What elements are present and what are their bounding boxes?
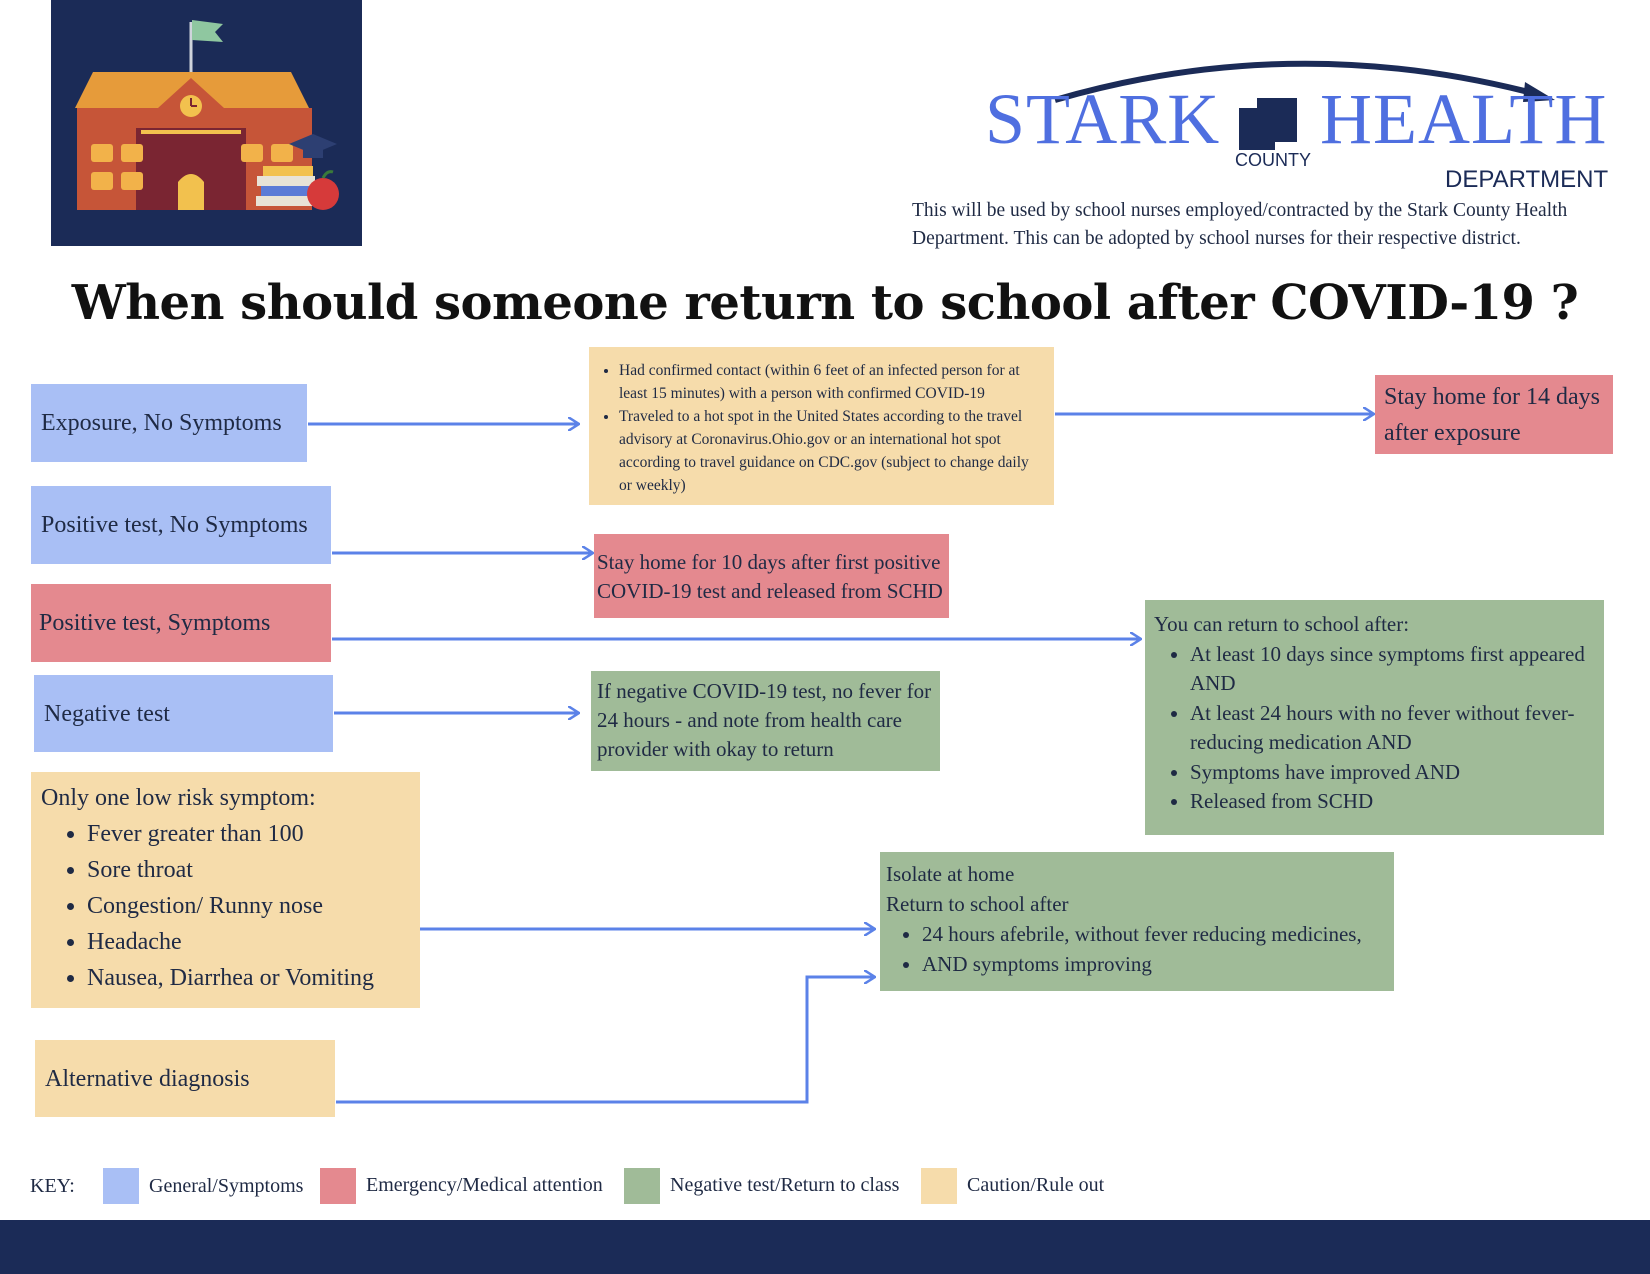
key-swatch-negative	[624, 1168, 660, 1204]
node-alternative-diagnosis: Alternative diagnosis	[35, 1040, 335, 1117]
node-low-risk-symptom	[31, 772, 420, 1008]
criteria-item: • Traveled to a hot spot in the United States according to the travel advisory at Coronavirus.Ohio.gov or an international hot spot according to travel guidance on CDC.gov (subject to change daily or weekly)	[619, 405, 1044, 497]
return-after-item: • At least 10 days since symptoms first appeared AND	[1190, 640, 1594, 699]
node-stay-home-14: Stay home for 14 days after exposure	[1375, 375, 1613, 454]
key-negative: Negative test/Return to class	[670, 1174, 900, 1196]
node-stay-home-10: Stay home for 10 days after first positive COVID-19 test and released from SCHD	[594, 534, 949, 618]
key-swatch-general	[103, 1168, 139, 1204]
criteria-item: • Had confirmed contact (within 6 feet of an infected person for at least 15 minutes) with a person with confirmed COVID-19	[619, 359, 1044, 405]
low-risk-item: • Sore throat	[87, 852, 410, 888]
low-risk-item: • Nausea, Diarrhea or Vomiting	[87, 960, 410, 996]
return-after-heading: You can return to school after:	[1154, 612, 1410, 636]
key-swatch-caution	[921, 1168, 957, 1204]
key-label: KEY:	[30, 1175, 75, 1197]
node-negative-result: If negative COVID-19 test, no fever for 24 hours - and note from health care provider with okay to return	[591, 671, 940, 771]
return-after-item: • Released from SCHD	[1190, 787, 1594, 817]
logo-stark-text: STARK	[985, 79, 1221, 159]
footer-bar	[0, 1220, 1650, 1274]
return-after-item: • Symptoms have improved AND	[1190, 758, 1594, 788]
node-return-after	[1145, 600, 1604, 835]
node-positive-no-symptoms: Positive test, No Symptoms	[31, 486, 331, 564]
key-caution: Caution/Rule out	[967, 1174, 1105, 1196]
key-emergency: Emergency/Medical attention	[366, 1174, 603, 1196]
low-risk-heading: Only one low risk symptom:	[41, 785, 316, 811]
isolate-item: • 24 hours afebrile, without fever reducing medicines,	[922, 919, 1384, 949]
low-risk-item: • Congestion/ Runny nose	[87, 888, 410, 924]
return-after-item: • At least 24 hours with no fever without fever-reducing medication AND	[1190, 699, 1594, 758]
page-title: When should someone return to school after COVID-19 ?	[71, 275, 1579, 331]
isolate-item: • AND symptoms improving	[922, 949, 1384, 979]
node-positive-symptoms: Positive test, Symptoms	[31, 584, 331, 662]
node-exposure-no-symptoms: Exposure, No Symptoms	[31, 384, 307, 462]
node-negative-test: Negative test	[34, 675, 333, 752]
isolate-line: Isolate at home	[886, 862, 1015, 886]
intro-note: This will be used by school nurses employed/contracted by the Stark County Health Department. This can be adopted by school nurses for their respective district.	[912, 200, 1568, 249]
key-general: General/Symptoms	[149, 1175, 304, 1197]
node-exposure-criteria	[589, 347, 1054, 505]
key-swatch-emergency	[320, 1168, 356, 1204]
logo-county-text: COUNTY	[1235, 150, 1311, 170]
low-risk-item: • Headache	[87, 924, 410, 960]
node-isolate-at-home	[880, 852, 1394, 991]
low-risk-item: • Fever greater than 100	[87, 816, 410, 852]
logo-department-text: DEPARTMENT	[1445, 166, 1609, 193]
isolate-line: Return to school after	[886, 892, 1069, 916]
logo-health-text: HEALTH	[1320, 79, 1608, 159]
